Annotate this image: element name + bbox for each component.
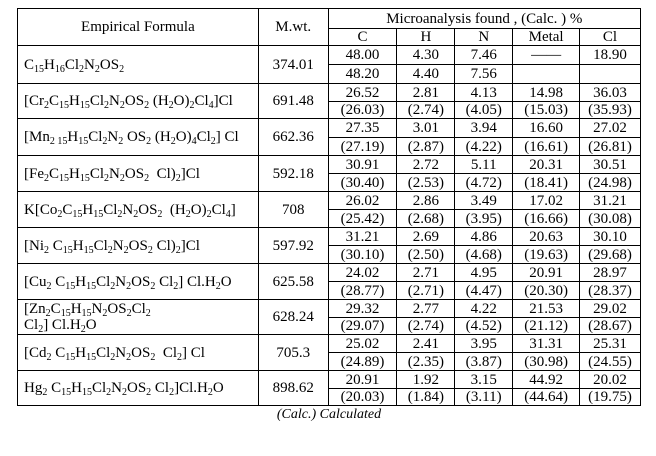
found-n-cell: 4.86 xyxy=(455,228,513,246)
found-cl-cell: 30.10 xyxy=(580,228,641,246)
formula-cell: [$Fe_2C_{15}H_{15}Cl_2N_2OS_2$ $Cl)_2]Cl$ xyxy=(18,156,259,192)
calc-h-cell: 4.40 xyxy=(397,65,455,84)
found-metal-cell: 14.98 xyxy=(513,84,580,102)
found-h-cell: 1.92 xyxy=(397,371,455,389)
calc-metal-cell: (18.41) xyxy=(513,174,580,192)
calc-c-cell: (30.10) xyxy=(328,246,397,264)
found-cl-cell: 36.03 xyxy=(580,84,641,102)
calc-n-cell: (3.87) xyxy=(455,353,513,371)
calc-cl-cell xyxy=(580,65,641,84)
calc-cl-cell: (28.37) xyxy=(580,282,641,300)
calc-metal-cell: (21.12) xyxy=(513,318,580,335)
found-c-cell: 48.00 xyxy=(328,46,397,65)
calc-h-cell: (2.53) xyxy=(397,174,455,192)
calc-h-cell: (2.87) xyxy=(397,138,455,156)
calc-metal-cell: (16.66) xyxy=(513,210,580,228)
mwt-cell: 597.92 xyxy=(258,228,328,264)
found-metal-cell: 20.31 xyxy=(513,156,580,174)
found-n-cell: 7.46 xyxy=(455,46,513,65)
calc-c-cell: (29.07) xyxy=(328,318,397,335)
found-h-cell: 4.30 xyxy=(397,46,455,65)
header-mwt: M.wt. xyxy=(258,9,328,46)
table-row-found xyxy=(18,228,641,246)
calc-n-cell: (4.72) xyxy=(455,174,513,192)
calc-c-cell: (24.89) xyxy=(328,353,397,371)
calc-h-cell: (2.50) xyxy=(397,246,455,264)
header-metal: Metal xyxy=(513,29,580,46)
header-cl: Cl xyxy=(580,29,641,46)
calc-h-cell: (2.35) xyxy=(397,353,455,371)
calc-cl-cell: (19.75) xyxy=(580,389,641,406)
calc-c-cell: (30.40) xyxy=(328,174,397,192)
table-row-found xyxy=(18,300,641,318)
found-h-cell: 2.41 xyxy=(397,335,455,353)
calc-n-cell: (3.11) xyxy=(455,389,513,406)
found-cl-cell: 31.21 xyxy=(580,192,641,210)
table-row-found xyxy=(18,371,641,389)
calc-cl-cell: (35.93) xyxy=(580,102,641,119)
calc-c-cell: (27.19) xyxy=(328,138,397,156)
calc-n-cell: (4.47) xyxy=(455,282,513,300)
found-metal-cell: 44.92 xyxy=(513,371,580,389)
found-h-cell: 2.69 xyxy=(397,228,455,246)
header-empirical-formula: Empirical Formula xyxy=(18,9,259,46)
found-c-cell: 27.35 xyxy=(328,119,397,138)
mwt-cell: 592.18 xyxy=(258,156,328,192)
found-metal-cell: 31.31 xyxy=(513,335,580,353)
found-h-cell: 2.72 xyxy=(397,156,455,174)
found-n-cell: 3.95 xyxy=(455,335,513,353)
calc-metal-cell: (16.61) xyxy=(513,138,580,156)
found-n-cell: 5.11 xyxy=(455,156,513,174)
found-h-cell: 3.01 xyxy=(397,119,455,138)
calc-cl-cell: (30.08) xyxy=(580,210,641,228)
found-c-cell: 31.21 xyxy=(328,228,397,246)
analysis-table-container xyxy=(17,8,641,423)
calc-metal-cell: (19.63) xyxy=(513,246,580,264)
table-row-found xyxy=(18,46,641,65)
table-caption: (Calc.) Calculated xyxy=(276,407,382,422)
mwt-cell: 625.58 xyxy=(258,264,328,300)
found-c-cell: 30.91 xyxy=(328,156,397,174)
table-row-found xyxy=(18,156,641,174)
mwt-cell: 705.3 xyxy=(258,335,328,371)
found-cl-cell: 27.02 xyxy=(580,119,641,138)
table-row-found xyxy=(18,84,641,102)
found-h-cell: 2.86 xyxy=(397,192,455,210)
calc-n-cell: (4.52) xyxy=(455,318,513,335)
header-h: H xyxy=(397,29,455,46)
calc-metal-cell: (44.64) xyxy=(513,389,580,406)
calc-c-cell: (20.03) xyxy=(328,389,397,406)
found-cl-cell: 30.51 xyxy=(580,156,641,174)
formula-cell: [$Zn_2C_{15}H_{15}N_2OS_2Cl_2$ $Cl_2$] $Cl.H_2O$ xyxy=(18,300,259,335)
calc-n-cell: (4.22) xyxy=(455,138,513,156)
found-metal-cell: 20.91 xyxy=(513,264,580,282)
found-cl-cell: 25.31 xyxy=(580,335,641,353)
found-cl-cell: 20.02 xyxy=(580,371,641,389)
table-row-found xyxy=(18,264,641,282)
found-n-cell: 3.15 xyxy=(455,371,513,389)
found-cl-cell: 29.02 xyxy=(580,300,641,318)
found-n-cell: 3.49 xyxy=(455,192,513,210)
found-metal-cell: 17.02 xyxy=(513,192,580,210)
calc-metal-cell: (20.30) xyxy=(513,282,580,300)
found-metal-cell: 16.60 xyxy=(513,119,580,138)
calc-cl-cell: (26.81) xyxy=(580,138,641,156)
formula-cell: $Hg_2$ $C_{15}H_{15}Cl_2N_2OS_2$ $Cl_2]Cl.H_2O$ xyxy=(18,371,259,406)
table-body xyxy=(18,46,641,406)
mwt-cell: 628.24 xyxy=(258,300,328,335)
header-n: N xyxy=(455,29,513,46)
found-c-cell: 26.02 xyxy=(328,192,397,210)
calc-c-cell: (28.77) xyxy=(328,282,397,300)
formula-cell: [$Cd_2$ $C_{15}H_{15}Cl_2N_2OS_2$ $Cl_2$] Cl xyxy=(18,335,259,371)
calc-metal-cell: (15.03) xyxy=(513,102,580,119)
calc-h-cell: (2.68) xyxy=(397,210,455,228)
calc-cl-cell: (29.68) xyxy=(580,246,641,264)
formula-cell: $C_{15}H_{16}Cl_2N_2OS_2$ xyxy=(18,46,259,84)
formula-cell: [$Cu_2$ $C_{15}H_{15}Cl_2N_2OS_2$ $Cl_2$] $Cl.H_2O$ xyxy=(18,264,259,300)
table-row-found xyxy=(18,119,641,138)
mwt-cell: 708 xyxy=(258,192,328,228)
found-metal-cell: 21.53 xyxy=(513,300,580,318)
mwt-cell: 898.62 xyxy=(258,371,328,406)
header-microanalysis: Microanalysis found , (Calc. ) % xyxy=(328,9,640,29)
found-c-cell: 26.52 xyxy=(328,84,397,102)
calc-metal-cell xyxy=(513,65,580,84)
formula-cell: [$Cr_2C_{15}H_{15}Cl_2N_2OS_2$ $(H_2O)_2Cl_4]Cl$ xyxy=(18,84,259,119)
calc-c-cell: (25.42) xyxy=(328,210,397,228)
header-c: C xyxy=(328,29,397,46)
calc-n-cell: (4.05) xyxy=(455,102,513,119)
found-n-cell: 4.95 xyxy=(455,264,513,282)
calc-n-cell: (4.68) xyxy=(455,246,513,264)
calc-metal-cell: (30.98) xyxy=(513,353,580,371)
calc-h-cell: (2.71) xyxy=(397,282,455,300)
formula-cell: [$Mn_{2 15}H_{15}Cl_2N_2$ $OS_2$ $(H_2O)_4Cl_2$] Cl xyxy=(18,119,259,156)
calc-n-cell: (3.95) xyxy=(455,210,513,228)
found-c-cell: 20.91 xyxy=(328,371,397,389)
formula-cell: $K[Co_2C_{15}H_{15}Cl_2N_2OS_2$ $(H_2O)_2Cl_4$] xyxy=(18,192,259,228)
found-n-cell: 4.13 xyxy=(455,84,513,102)
calc-h-cell: (1.84) xyxy=(397,389,455,406)
calc-h-cell: (2.74) xyxy=(397,102,455,119)
found-h-cell: 2.81 xyxy=(397,84,455,102)
calc-cl-cell: (24.55) xyxy=(580,353,641,371)
table-row-found xyxy=(18,335,641,353)
calc-cl-cell: (24.98) xyxy=(580,174,641,192)
found-h-cell: 2.77 xyxy=(397,300,455,318)
found-metal-cell: —— xyxy=(513,46,580,65)
calc-n-cell: 7.56 xyxy=(455,65,513,84)
mwt-cell: 691.48 xyxy=(258,84,328,119)
mwt-cell: 374.01 xyxy=(258,46,328,84)
formula-cell: [$Ni_2$ $C_{15}H_{15}Cl_2N_2OS_2$ $Cl)_2]Cl$ xyxy=(18,228,259,264)
found-c-cell: 25.02 xyxy=(328,335,397,353)
mwt-cell: 662.36 xyxy=(258,119,328,156)
calc-c-cell: (26.03) xyxy=(328,102,397,119)
found-cl-cell: 28.97 xyxy=(580,264,641,282)
calc-h-cell: (2.74) xyxy=(397,318,455,335)
found-c-cell: 29.32 xyxy=(328,300,397,318)
found-c-cell: 24.02 xyxy=(328,264,397,282)
found-h-cell: 2.71 xyxy=(397,264,455,282)
table-row-found xyxy=(18,192,641,210)
microanalysis-table xyxy=(17,8,641,406)
found-cl-cell: 18.90 xyxy=(580,46,641,65)
found-metal-cell: 20.63 xyxy=(513,228,580,246)
calc-c-cell: 48.20 xyxy=(328,65,397,84)
found-n-cell: 4.22 xyxy=(455,300,513,318)
found-n-cell: 3.94 xyxy=(455,119,513,138)
calc-cl-cell: (28.67) xyxy=(580,318,641,335)
